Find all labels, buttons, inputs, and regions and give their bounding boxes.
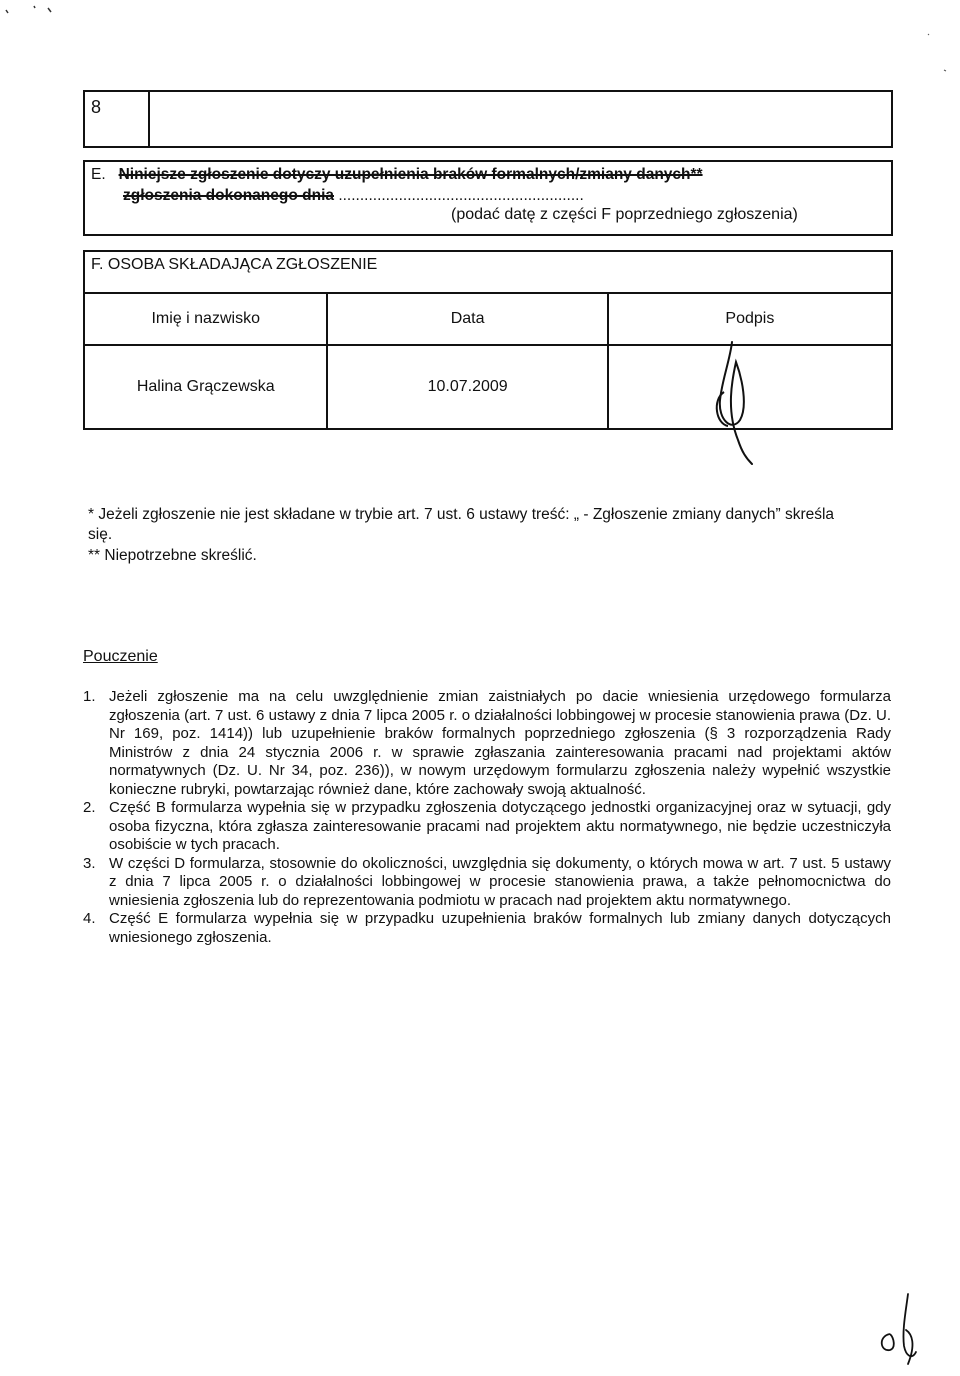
instruction-text: W części D formularza, stosownie do okoliczności, uwzględnia się dokumenty, o których mowa w art. 7 ust. 5 ustawy z dnia 7 lipca 2005 r. o działalności lobbingowej w procesie stanowienia prawa, a także pełnomocnictwa do wniesienia zgłoszenia lub do reprezentowania podmiotu w pracach nad projektem aktu normatywnego. bbox=[109, 854, 891, 909]
handwritten-signature bbox=[702, 340, 772, 470]
submission-date: 10.07.2009 bbox=[327, 345, 607, 429]
instruction-text: Część E formularza wypełnia się w przypadku uzupełnienia braków formalnych lub zmiany danych dotyczących wniesionego zgłoszenia. bbox=[109, 910, 891, 946]
instruction-number: 2. bbox=[83, 799, 96, 816]
column-header-signature: Podpis bbox=[608, 293, 892, 345]
section-e-line2 bbox=[123, 187, 584, 205]
section-e-box bbox=[83, 160, 893, 236]
section-f-header bbox=[83, 250, 893, 292]
footnote-star-1: * Jeżeli zgłoszenie nie jest składane w trybie art. 7 ust. 6 ustawy treść: „ - Zgłoszenie zmiany danych” skreśla bbox=[88, 506, 835, 523]
section-e-struck-text-2: zgłoszenia dokonanego dnia bbox=[123, 187, 334, 204]
column-header-name: Imię i nazwisko bbox=[84, 293, 327, 345]
section-e-date-dots: ......................................................... bbox=[338, 187, 584, 204]
column-header-date: Data bbox=[327, 293, 607, 345]
section-8-divider bbox=[148, 92, 150, 146]
instruction-number: 4. bbox=[83, 910, 96, 927]
section-e-struck-text-1: Niniejsze zgłoszenie dotyczy uzupełnienia braków formalnych/zmiany danych** bbox=[118, 166, 703, 183]
instruction-item bbox=[83, 854, 891, 911]
instruction-number: 1. bbox=[83, 688, 96, 705]
section-f-heading: F. OSOBA SKŁADAJĄCA ZGŁOSZENIE bbox=[91, 256, 378, 273]
footnote-star-1-cont: się. bbox=[88, 526, 113, 543]
instruction-number: 3. bbox=[83, 854, 96, 872]
instruction-item bbox=[83, 688, 891, 799]
handwritten-initials bbox=[872, 1290, 932, 1370]
instruction-item bbox=[83, 799, 891, 855]
applicant-name: Halina Grączewska bbox=[84, 345, 327, 429]
section-8-number: 8 bbox=[91, 97, 102, 117]
instructions-title: Pouczenie bbox=[83, 648, 158, 665]
scan-marks bbox=[0, 0, 960, 80]
section-e-line1 bbox=[91, 166, 703, 184]
instruction-item bbox=[83, 910, 891, 947]
section-e-hint: (podać datę z części F poprzedniego zgłoszenia) bbox=[451, 206, 798, 223]
footnote-star-2: ** Niepotrzebne skreślić. bbox=[88, 547, 257, 564]
instruction-text: Jeżeli zgłoszenie ma na celu uwzględnienie zmian zaistniałych po dacie wniesienia urzędowego formularza zgłoszenia (art. 7 ust. 6 ustawy z dnia 7 lipca 2005 r. o działalności lobbingowej w procesie stanowienia prawa (Dz. U. Nr 169, poz. 1414)) lub uzupełnienie braków formalnych poprzedniego zgłoszenia (§ 3 rozporządzenia Rady Ministrów z dnia 24 stycznia 2006 r. w sprawie zgłaszania zainteresowania pracami nad projektami aktów normatywnych (Dz. U. Nr 34, poz. 236)), w nowym urzędowym formularzu zgłoszenia należy wypełnić wszystkie konieczne rubryki, powtarzając również dane, które zachowały swoją aktualność. bbox=[109, 688, 891, 798]
section-e-letter: E. bbox=[91, 166, 106, 183]
section-f-header-row bbox=[84, 293, 892, 345]
section-8-box bbox=[83, 90, 893, 148]
instructions-list bbox=[83, 688, 891, 947]
instruction-text: Część B formularza wypełnia się w przypadku zgłoszenia dotyczącego jednostki organizacyjnej oraz w sytuacji, gdy osoba fizyczna, która zgłasza zainteresowanie pracami nad projektem aktu normatywnego, nie będzie uczestniczyła osobiście w tych pracach. bbox=[109, 799, 891, 853]
